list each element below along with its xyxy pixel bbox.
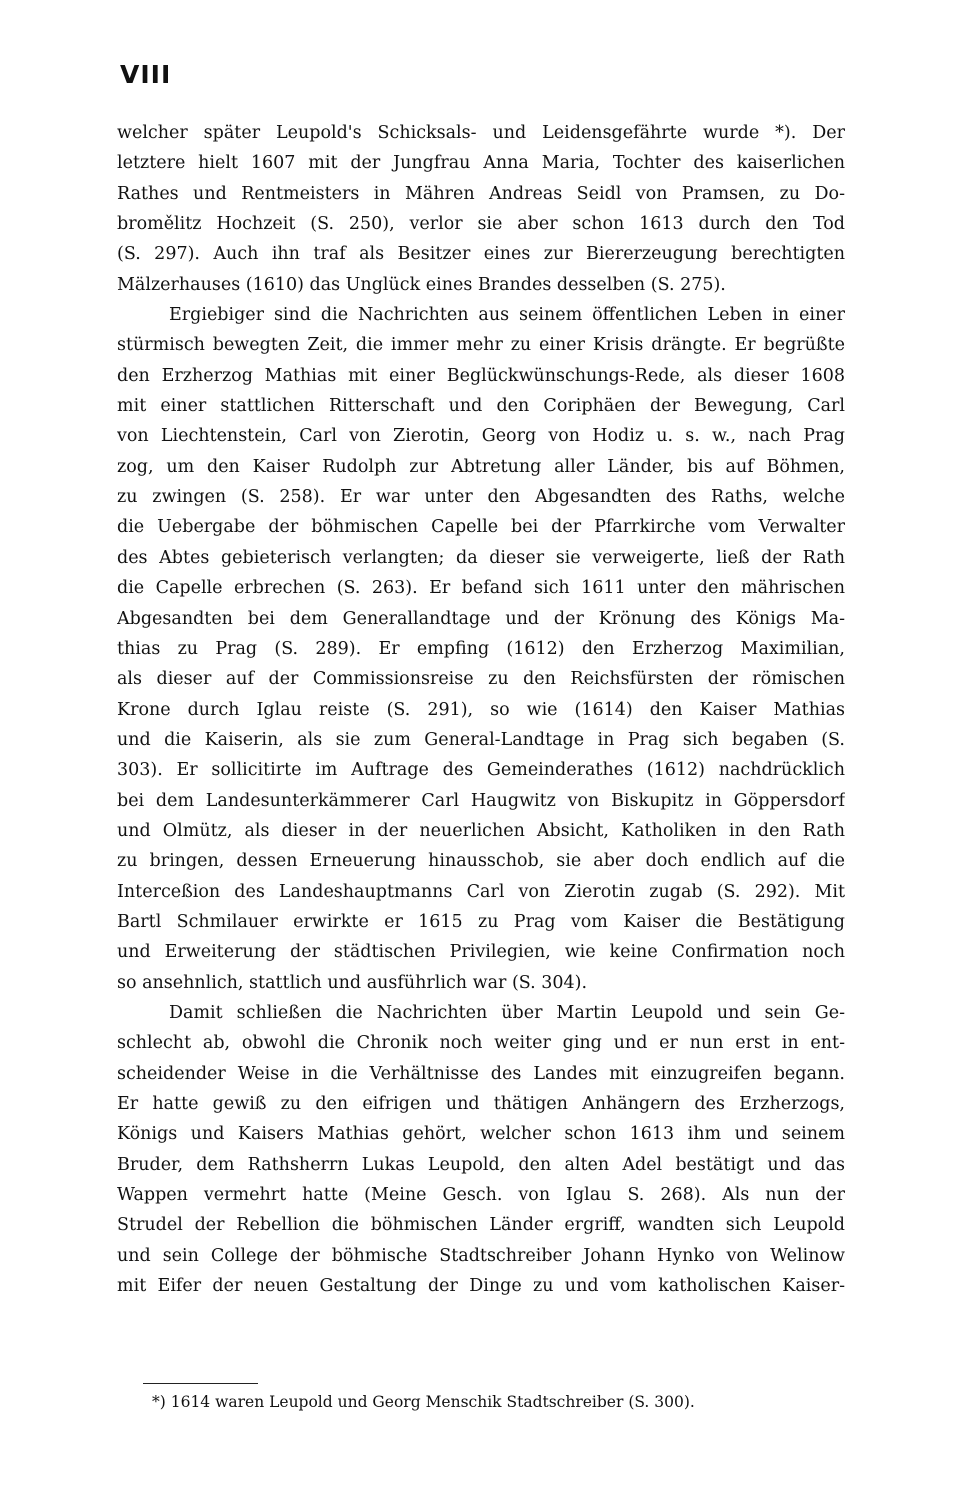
text-line: so ansehnlich, stattlich und ausführlich war (S. 304).: [117, 972, 588, 993]
text-line: Strudel der Rebellion die böhmischen Länder ergriff, wandten sich Leupold: [117, 1215, 845, 1236]
text-line: Bruder, dem Rathsherrn Lukas Leupold, den alten Adel bestätigt und das: [117, 1154, 845, 1175]
text-line: als dieser auf der Commissionsreise zu den Reichsfürsten der römischen: [117, 669, 845, 690]
text-line: und die Kaiserin, als sie zum General-Landtage in Prag sich begaben (S.: [117, 729, 845, 750]
text-line: mit einer stattlichen Ritterschaft und den Coriphäen der Bewegung, Carl: [117, 396, 845, 417]
text-line: Abgesandten bei dem Generallandtage und der Krönung des Königs Ma-: [117, 608, 845, 629]
text-line: Damit schließen die Nachrichten über Martin Leupold und sein Ge-: [169, 1002, 845, 1023]
text-line: von Liechtenstein, Carl von Zierotin, Georg von Hodiz u. s. w., nach Prag: [117, 426, 845, 447]
text-line: und Olmütz, als dieser in der neuerlichen Absicht, Katholiken in den Rath: [117, 820, 845, 841]
text-line: welcher später Leupold's Schicksals- und Leidensgefährte wurde *). Der: [117, 123, 845, 143]
text-line: schlecht ab, obwohl die Chronik noch weiter ging und er nun erst in ent-: [117, 1033, 845, 1054]
text-line: Ergiebiger sind die Nachrichten aus seinem öffentlichen Leben in einer: [169, 305, 845, 326]
text-line: mit Eifer der neuen Gestaltung der Dinge zu und vom katholischen Kaiser-: [117, 1276, 845, 1297]
text-line: letztere hielt 1607 mit der Jungfrau Anna Maria, Tochter des kaiserlichen: [117, 153, 845, 174]
footnote: *) 1614 waren Leupold und Georg Menschik Stadtschreiber (S. 300).: [152, 1393, 695, 1411]
text-line: bei dem Landesunterkämmerer Carl Haugwitz von Biskupitz in Göppersdorf: [117, 790, 845, 811]
text-line: Krone durch Iglau reiste (S. 291), so wie (1614) den Kaiser Mathias: [117, 699, 845, 720]
text-line: Rathes und Rentmeisters in Mähren Andreas Seidl von Pramsen, zu Do-: [117, 183, 845, 204]
text-line: bromělitz Hochzeit (S. 250), verlor sie aber schon 1613 durch den Tod: [117, 214, 845, 235]
text-line: thias zu Prag (S. 289). Er empfing (1612) den Erzherzog Maximilian,: [117, 638, 845, 659]
text-line: stürmisch bewegten Zeit, die immer mehr zu einer Krisis drängte. Er begrüßte: [117, 335, 845, 356]
text-line: zog, um den Kaiser Rudolph zur Abtretung aller Länder, bis auf Böhmen,: [117, 456, 845, 477]
text-line: Er hatte gewiß zu den eifrigen und thätigen Anhängern des Erzherzogs,: [117, 1094, 845, 1114]
text-line: 303). Er sollicitirte im Auftrage des Gemeinderathes (1612) nachdrücklich: [117, 760, 845, 781]
text-line: Königs und Kaisers Mathias gehört, welcher schon 1613 ihm und seinem: [117, 1124, 845, 1145]
text-line: (S. 297). Auch ihn traf als Besitzer eines zur Biererzeugung berechtigten: [117, 244, 845, 265]
text-line: des Abtes gebieterisch verlangten; da dieser sie verweigerte, ließ der Rath: [117, 547, 845, 568]
text-line: Mälzerhauses (1610) das Unglück eines Brandes desselben (S. 275).: [117, 274, 726, 295]
text-line: und Erweiterung der städtischen Privilegien, wie keine Confirmation noch: [117, 942, 845, 963]
text-line: die Uebergabe der böhmischen Capelle bei der Pfarrkirche vom Verwalter: [117, 517, 845, 538]
page-number: VIII: [120, 60, 172, 89]
text-line: und sein College der böhmische Stadtschreiber Johann Hynko von Welinow: [117, 1245, 845, 1266]
text-line: zu bringen, dessen Erneuerung hinausschob, sie aber doch endlich auf die: [117, 851, 845, 872]
footnote-rule: [143, 1383, 258, 1384]
text-line: die Capelle erbrechen (S. 263). Er befand sich 1611 unter den mährischen: [117, 578, 845, 599]
text-line: Bartl Schmilauer erwirkte er 1615 zu Prag vom Kaiser die Bestätigung: [117, 911, 845, 932]
text-line: zu zwingen (S. 258). Er war unter den Abgesandten des Raths, welche: [117, 487, 845, 508]
text-line: scheidender Weise in die Verhältnisse des Landes mit einzugreifen begann.: [117, 1063, 845, 1084]
text-line: Interceßion des Landeshauptmanns Carl von Zierotin zugab (S. 292). Mit: [117, 881, 845, 902]
text-line: Wappen vermehrt hatte (Meine Gesch. von Iglau S. 268). Als nun der: [117, 1185, 845, 1206]
body-text: [117, 118, 845, 1301]
text-line: den Erzherzog Mathias mit einer Beglückwünschungs-Rede, als dieser 1608: [117, 365, 845, 386]
